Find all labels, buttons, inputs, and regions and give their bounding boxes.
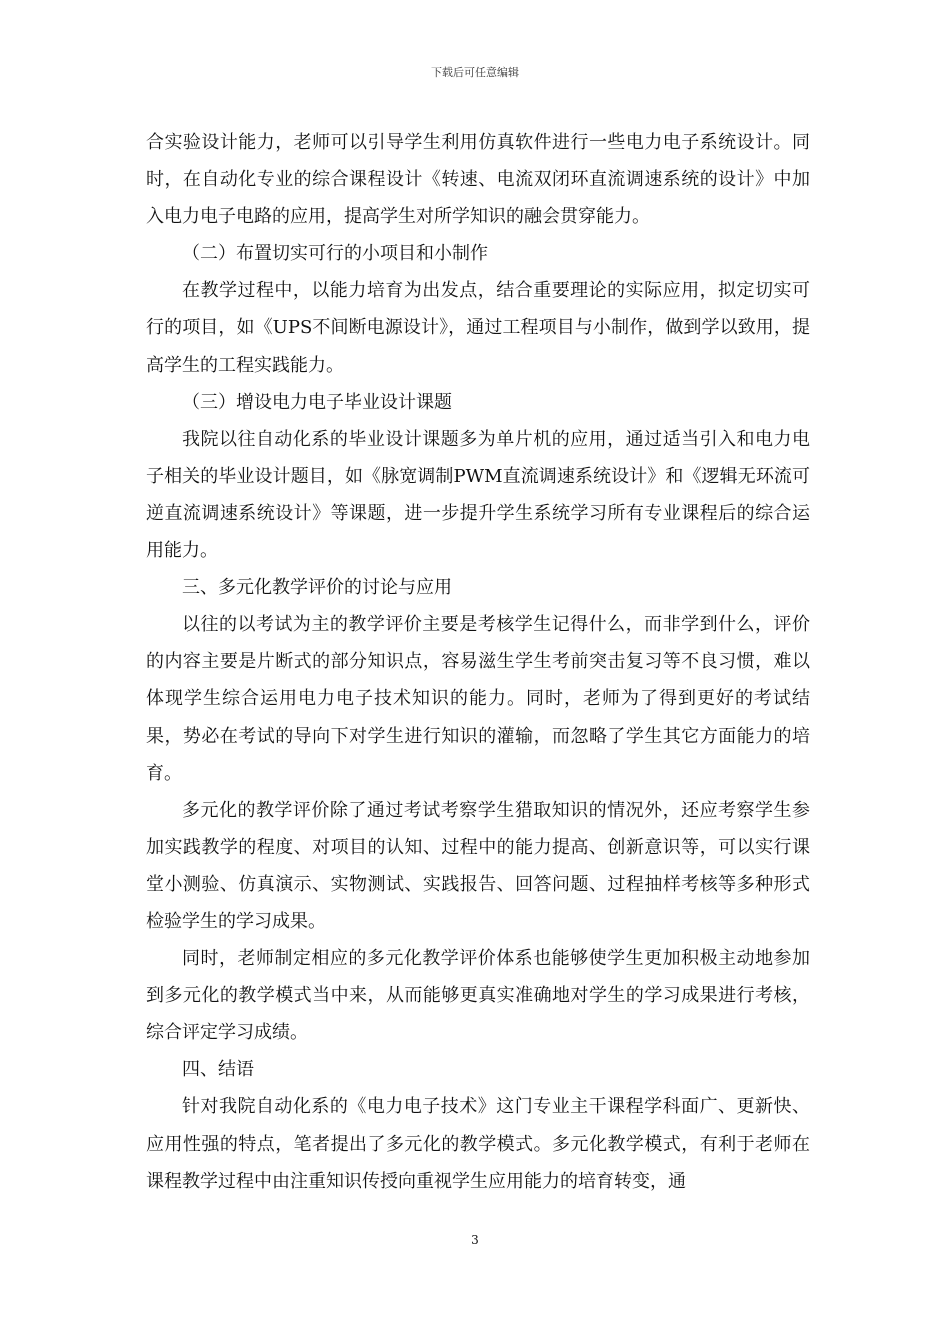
- paragraph: 多元化的教学评价除了通过考试考察学生猎取知识的情况外，还应考察学生参加实践教学的程度、对项目的认知、过程中的能力提高、创新意识等，可以实行课堂小测验、仿真演示、实物测试、实践报告、回答问题、过程抽样考核等多种形式检验学生的学习成果。: [146, 799, 810, 932]
- page-number: 3: [471, 1233, 479, 1247]
- paragraph: 同时，老师制定相应的多元化教学评价体系也能够使学生更加积极主动地参加到多元化的教学模式当中来，从而能够更真实准确地对学生的学习成果进行考核，综合评定学习成绩。: [146, 948, 810, 1044]
- paragraph-continuation: 合实验设计能力，老师可以引导学生利用仿真软件进行一些电力电子系统设计。同时，在自动化专业的综合课程设计《转速、电流双闭环直流调速系统的设计》中加入电力电子电路的应用，提高学生对所学知识的融会贯穿能力。: [146, 132, 810, 228]
- section-heading: 三、多元化教学评价的讨论与应用: [182, 577, 452, 599]
- paragraph: 以往的以考试为主的教学评价主要是考核学生记得什么，而非学到什么，评价的内容主要是片断式的部分知识点，容易滋生学生考前突击复习等不良习惯，难以体现学生综合运用电力电子技术知识的能力。同时，老师为了得到更好的考试结果，势必在考试的导向下对学生进行知识的灌输，而忽略了学生其它方面能力的培育。: [146, 614, 810, 784]
- section-heading: 四、结语: [182, 1059, 254, 1081]
- page-header: 下载后可任意编辑: [431, 66, 519, 79]
- paragraph: 我院以往自动化系的毕业设计课题多为单片机的应用，通过适当引入和电力电子相关的毕业设计题目，如《脉宽调制PWM直流调速系统设计》和《逻辑无环流可逆直流调速系统设计》等课题，进一步提升学生系统学习所有专业课程后的综合运用能力。: [146, 428, 810, 562]
- section-heading: （三）增设电力电子毕业设计课题: [182, 391, 452, 413]
- section-heading: （二）布置切实可行的小项目和小制作: [182, 243, 488, 265]
- paragraph: 针对我院自动化系的《电力电子技术》这门专业主干课程学科面广、更新快、应用性强的特点，笔者提出了多元化的教学模式。多元化教学模式，有利于老师在课程教学过程中由注重知识传授向重视学生应用能力的培育转变，通: [146, 1096, 810, 1192]
- document-body: [146, 124, 810, 1200]
- paragraph: 在教学过程中，以能力培育为出发点，结合重要理论的实际应用，拟定切实可行的项目，如《UPS不间断电源设计》，通过工程项目与小制作，做到学以致用，提高学生的工程实践能力。: [146, 280, 810, 376]
